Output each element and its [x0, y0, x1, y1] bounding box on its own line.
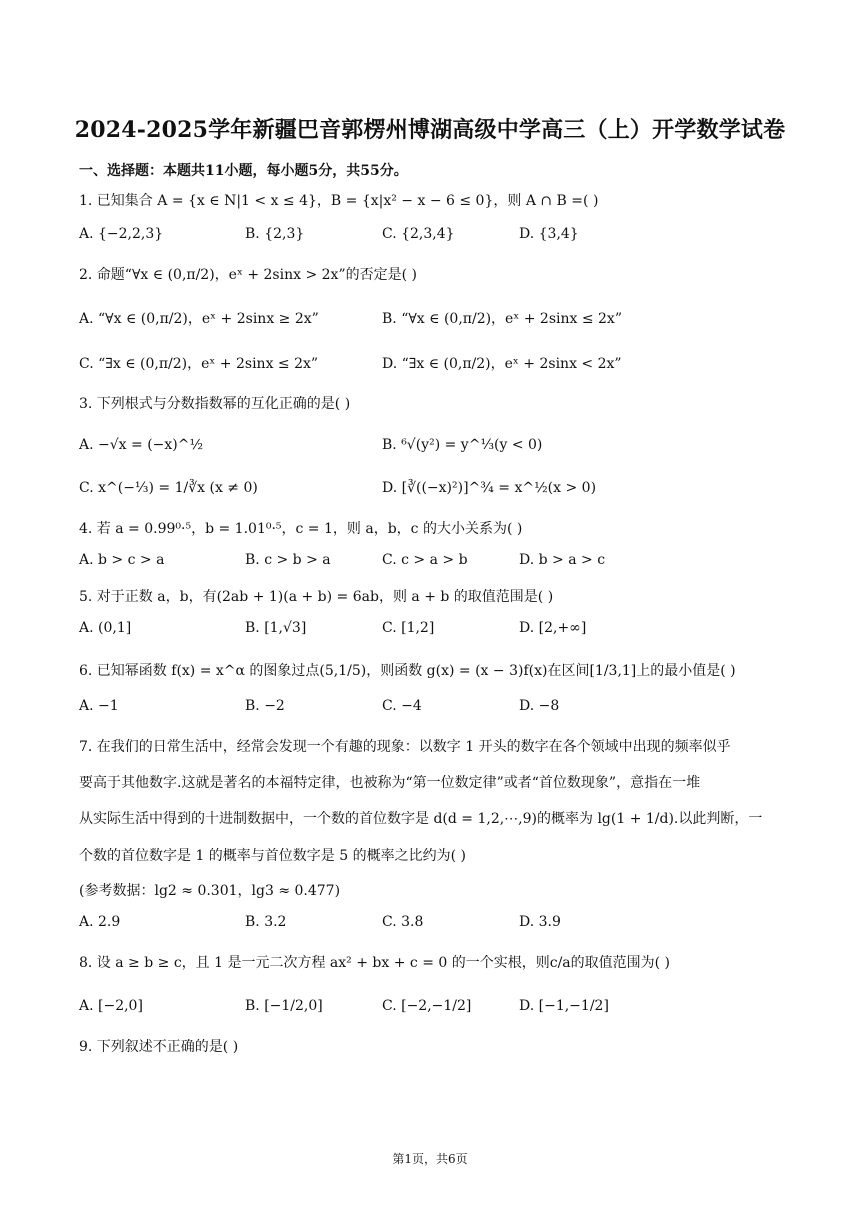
question-7-line-2: 要高于其他数字.这就是著名的本福特定律，也被称为“第一位数定律”或者“首位数现象”，意指在一堆 [79, 775, 701, 791]
question-1-stem: 1. 已知集合 A = {x ∈ N|1 < x ≤ 4}，B = {x|x² − x − 6 ≤ 0}，则 A ∩ B =( ) [79, 193, 599, 209]
q2-option-d: D. “∃x ∈ (0,π/2)，eˣ + 2sinx < 2x” [382, 356, 622, 372]
q4-option-a: A. b > c > a [79, 552, 165, 568]
q7-option-d: D. 3.9 [519, 914, 561, 930]
question-7-line-1: 7. 在我们的日常生活中，经常会发现一个有趣的现象：以数字 1 开头的数字在各个领域中出现的频率似乎 [79, 739, 731, 755]
q8-option-b: B. [−1/2,0] [245, 998, 323, 1014]
q8-option-c: C. [−2,−1/2] [382, 998, 472, 1014]
question-7-line-5: (参考数据：lg2 ≈ 0.301，lg3 ≈ 0.477) [79, 883, 341, 899]
question-2-stem: 2. 命题“∀x ∈ (0,π/2)，eˣ + 2sinx > 2x”的否定是( ) [79, 267, 417, 283]
q2-option-a: A. “∀x ∈ (0,π/2)，eˣ + 2sinx ≥ 2x” [79, 311, 319, 327]
q5-option-c: C. [1,2] [382, 620, 435, 636]
q1-option-a: A. {−2,2,3} [79, 226, 164, 242]
question-9-stem: 9. 下列叙述不正确的是( ) [79, 1039, 239, 1055]
q7-option-b: B. 3.2 [245, 914, 287, 930]
q2-option-b: B. “∀x ∈ (0,π/2)，eˣ + 2sinx ≤ 2x” [382, 311, 622, 327]
q8-option-d: D. [−1,−1/2] [519, 998, 609, 1014]
q1-option-c: C. {2,3,4} [382, 226, 455, 242]
q6-option-c: C. −4 [382, 698, 422, 714]
page-title: 2024-2025学年新疆巴音郭楞州博湖高级中学高三（上）开学数学试卷 [74, 117, 786, 143]
q4-option-b: B. c > b > a [245, 552, 331, 568]
q3-option-c: C. x^(−⅓) = 1/∛x (x ≠ 0) [79, 480, 258, 496]
q6-option-a: A. −1 [79, 698, 119, 714]
question-7-line-3: 从实际生活中得到的十进制数据中，一个数的首位数字是 d(d = 1,2,⋯,9)的概率为 lg(1 + 1/d).以此判断，一 [79, 811, 763, 827]
question-4-stem: 4. 若 a = 0.99⁰·⁵，b = 1.01⁰·⁵，c = 1，则 a，b，c 的大小关系为( ) [79, 521, 523, 537]
q3-option-a: A. −√x = (−x)^½ [79, 437, 204, 453]
q3-option-b: B. ⁶√(y²) = y^⅓(y < 0) [382, 437, 543, 453]
question-5-stem: 5. 对于正数 a，b，有(2ab + 1)(a + b) = 6ab，则 a + b 的取值范围是( ) [79, 589, 554, 605]
q1-option-d: D. {3,4} [519, 226, 579, 242]
question-7-line-4: 个数的首位数字是 1 的概率与首位数字是 5 的概率之比约为( ) [79, 848, 466, 864]
q5-option-d: D. [2,+∞] [519, 620, 587, 636]
question-6-stem: 6. 已知幂函数 f(x) = x^α 的图象过点(5,1/5)，则函数 g(x) = (x − 3)f(x)在区间[1/3,1]上的最小值是( ) [79, 663, 736, 679]
q4-option-d: D. b > a > c [519, 552, 606, 568]
q1-option-b: B. {2,3} [245, 226, 305, 242]
question-3-stem: 3. 下列根式与分数指数幂的互化正确的是( ) [79, 396, 351, 412]
q5-option-b: B. [1,√3] [245, 620, 307, 636]
section-heading: 一、选择题：本题共11小题，每小题5分，共55分。 [79, 163, 408, 179]
q3-option-d: D. [∛((−x)²)]^¾ = x^½(x > 0) [382, 480, 597, 496]
question-8-stem: 8. 设 a ≥ b ≥ c，且 1 是一元二次方程 ax² + bx + c = 0 的一个实根，则c/a的取值范围为( ) [79, 955, 671, 971]
q7-option-a: A. 2.9 [79, 914, 121, 930]
page-footer: 第1页，共6页 [392, 1152, 468, 1166]
q2-option-c: C. “∃x ∈ (0,π/2)，eˣ + 2sinx ≤ 2x” [79, 356, 319, 372]
q5-option-a: A. (0,1] [79, 620, 132, 636]
q8-option-a: A. [−2,0] [79, 998, 143, 1014]
q4-option-c: C. c > a > b [382, 552, 468, 568]
q6-option-d: D. −8 [519, 698, 560, 714]
q6-option-b: B. −2 [245, 698, 285, 714]
q7-option-c: C. 3.8 [382, 914, 424, 930]
